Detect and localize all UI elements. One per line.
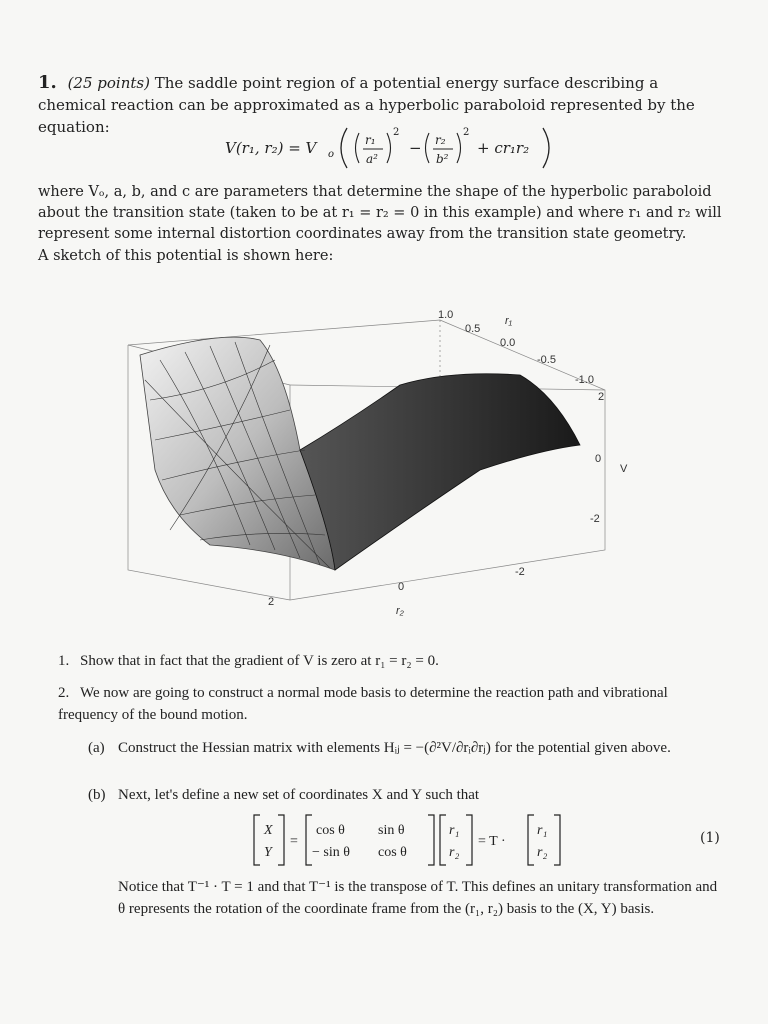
subitem-b bbox=[88, 784, 728, 806]
rotation-matrix-equation bbox=[250, 812, 600, 868]
subitem-a-text: Construct the Hessian matrix with elements Hᵢⱼ = −(∂²V/∂rᵢ∂rⱼ) for the potential given above. bbox=[118, 740, 671, 756]
notice-paragraph: Notice that T⁻¹ · T = 1 and that T⁻¹ is the transpose of T. This defines an unitary transformation and θ represents the rotation of the coordinate frame from the (r₁, r₂) basis to the (X, Y) basis. bbox=[118, 879, 718, 917]
problem-intro: The saddle point region of a potential energy surface describing a chemical reaction can be approximated as a hyperbolic paraboloid represented by the equation: bbox=[38, 74, 695, 136]
r2-tick-2: -2 bbox=[515, 566, 525, 578]
v-tick-1: 0 bbox=[595, 453, 602, 465]
matrix-cos2: cos θ bbox=[378, 845, 407, 860]
eq-b2: b² bbox=[436, 152, 449, 166]
list-item-1-text: Show that in fact that the gradient of V is zero at r₁ = r₂ = 0. bbox=[80, 653, 439, 669]
r2-axis bbox=[268, 566, 525, 617]
vec-r2-a: r₂ bbox=[449, 845, 460, 860]
v-axis bbox=[590, 391, 628, 525]
vec-r1-b: r₁ bbox=[537, 823, 548, 838]
r2-axis-label: r₂ bbox=[396, 605, 404, 617]
matrix-msin: − sin θ bbox=[312, 845, 350, 860]
r1-tick-2: 0.0 bbox=[500, 337, 516, 349]
vec-Y: Y bbox=[264, 845, 272, 860]
problem-number: 1. bbox=[38, 72, 57, 93]
problem-points: (25 points) bbox=[67, 74, 150, 92]
subitem-a bbox=[88, 737, 728, 759]
list-item-2-number: 2. bbox=[58, 685, 70, 701]
eq-r1: r₁ bbox=[365, 133, 376, 147]
vec-r1-a: r₁ bbox=[449, 823, 460, 838]
r2-tick-1: 0 bbox=[398, 581, 405, 593]
eq-minus: − bbox=[409, 139, 422, 157]
subitem-b-text: Next, let's define a new set of coordinates X and Y such that bbox=[118, 787, 480, 803]
eq-tail: + cr₁r₂ bbox=[477, 139, 530, 157]
list-item-1-number: 1. bbox=[58, 653, 70, 669]
eq-lhs: V(r₁, r₂) = V bbox=[225, 139, 317, 157]
surface-dark-region bbox=[300, 374, 580, 570]
r2-tick-0: 2 bbox=[268, 596, 275, 608]
vec-r2-b: r₂ bbox=[537, 845, 548, 860]
r1-tick-0: 1.0 bbox=[438, 309, 454, 321]
equation-tag: (1) bbox=[700, 830, 720, 846]
subitem-a-label: (a) bbox=[88, 740, 105, 756]
list-item-2-text: We now are going to construct a normal mode basis to determine the reaction path and vibrational frequency of the bound motion. bbox=[58, 685, 668, 723]
v-axis-label: V bbox=[620, 463, 628, 475]
subitem-b-label: (b) bbox=[88, 787, 106, 803]
matrix-eqT: = T · bbox=[478, 834, 506, 849]
r1-tick-3: -0.5 bbox=[537, 354, 556, 366]
r1-axis-label: r₁ bbox=[505, 315, 513, 327]
eq-a2: a² bbox=[366, 152, 378, 166]
eq-lhs-sub: o bbox=[328, 149, 335, 160]
vec-X: X bbox=[264, 823, 273, 838]
list-item-2 bbox=[58, 682, 728, 726]
saddle-surface-plot bbox=[100, 300, 660, 630]
matrix-eq-sign: = bbox=[290, 834, 298, 849]
v-tick-0: 2 bbox=[598, 391, 605, 403]
eq-r2: r₂ bbox=[435, 133, 446, 147]
matrix-cos1: cos θ bbox=[316, 823, 345, 838]
list-item-1 bbox=[58, 650, 728, 672]
r1-tick-1: 0.5 bbox=[465, 323, 481, 335]
sketch-intro: A sketch of this potential is shown here: bbox=[38, 248, 334, 264]
matrix-sin1: sin θ bbox=[378, 823, 405, 838]
potential-equation bbox=[225, 124, 555, 172]
r1-tick-4: -1.0 bbox=[575, 374, 594, 386]
description-paragraph: where Vₒ, a, b, and c are parameters that determine the shape of the hyperbolic paraboloid about the transition state (taken to be at r₁ = r₂ = 0 in this example) and where r₁ and r₂ will represent some internal distortion coordinates away from the transition state geometry. bbox=[38, 184, 722, 242]
eq-exp1: 2 bbox=[393, 127, 400, 138]
eq-exp2: 2 bbox=[463, 127, 470, 138]
v-tick-2: -2 bbox=[590, 513, 600, 525]
